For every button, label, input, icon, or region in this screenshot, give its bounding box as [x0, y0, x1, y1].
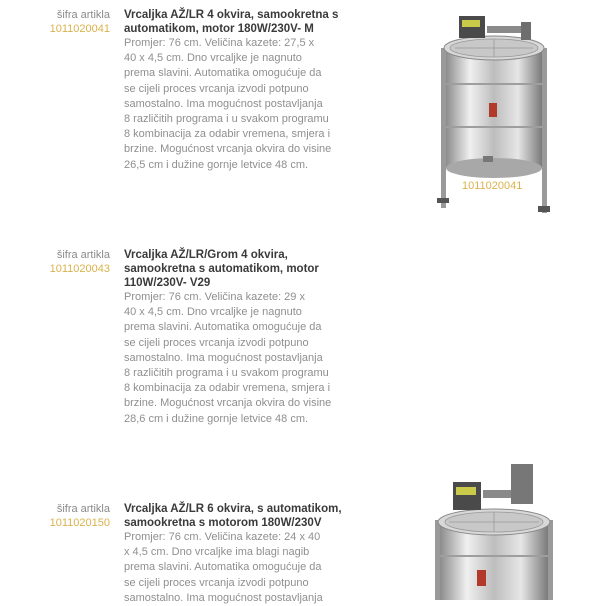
product-text	[124, 502, 364, 606]
desc-line: 8 različitih programa i u svakom programu	[124, 113, 329, 126]
desc-line: prema slavini. Automatika omogućuje da	[124, 67, 322, 80]
article-code-block	[20, 248, 110, 276]
desc-line: Promjer: 76 cm. Veličina kazete: 27,5 x	[124, 37, 315, 49]
desc-line: Promjer: 76 cm. Veličina kazete: 24 x 40	[124, 531, 321, 543]
article-code: 1011020041	[49, 23, 110, 35]
desc-line: brzine. Mogućnost vrcanja okvira do visine	[124, 397, 332, 410]
article-code-block	[20, 502, 110, 530]
desc-line: samostalno. Ima mogućnost postavljanja	[124, 591, 323, 604]
article-code: 1011020150	[49, 517, 110, 529]
article-code-label: šifra artikla	[56, 249, 110, 261]
product-item-2	[0, 248, 600, 438]
title-line: Vrcaljka AŽ/LR/Grom 4 okvira,	[124, 249, 288, 261]
desc-line: se cijeli proces vrcanja izvodi potpuno	[124, 336, 309, 349]
desc-line: se cijeli proces vrcanja izvodi potpuno	[124, 82, 309, 95]
product-description	[124, 290, 364, 427]
article-code-block	[20, 8, 110, 36]
desc-line: 40 x 4,5 cm. Dno vrcaljke je nagnuto	[124, 306, 302, 319]
article-code-label: šifra artikla	[56, 9, 110, 21]
desc-line: 26,5 cm i dužine gornje letvice 48 cm.	[124, 158, 309, 171]
title-line: automatikom, motor 180W/230V- M	[124, 23, 314, 35]
product-title	[124, 8, 364, 36]
desc-line: prema slavini. Automatika omogućuje da	[124, 321, 322, 334]
title-line: 110W/230V- V29	[124, 277, 211, 289]
product-description	[124, 36, 364, 173]
title-line: Vrcaljka AŽ/LR 4 okvira, samookretna s	[124, 9, 339, 21]
product-item-1	[0, 8, 600, 218]
desc-line: 28,6 cm i dužine gornje letvice 48 cm.	[124, 412, 309, 425]
article-code: 1011020043	[49, 263, 110, 275]
desc-line: 8 kombinacija za odabir vremena, smjera i	[124, 382, 331, 395]
desc-line: brzine. Mogućnost vrcanja okvira do visine	[124, 143, 332, 156]
product-text	[124, 248, 364, 427]
honey-extractor-image	[425, 460, 565, 600]
desc-line: 8 kombinacija za odabir vremena, smjera i	[124, 128, 331, 141]
desc-line: samostalno. Ima mogućnost postavljanja	[124, 97, 323, 110]
desc-line: se cijeli proces vrcanja izvodi potpuno	[124, 576, 309, 589]
desc-line: samostalno. Ima mogućnost postavljanja	[124, 351, 323, 364]
desc-line: 8 različitih programa i u svakom programu	[124, 367, 329, 380]
title-line: samookretna s motorom 180W/230V	[124, 517, 322, 529]
desc-line: prema slavini. Automatika omogućuje da	[124, 561, 322, 574]
desc-line: 40 x 4,5 cm. Dno vrcaljke je nagnuto	[124, 52, 302, 65]
product-title	[124, 248, 364, 290]
title-line: Vrcaljka AŽ/LR 6 okvira, s automatikom,	[124, 503, 342, 515]
title-line: samookretna s automatikom, motor	[124, 263, 319, 275]
article-code-label: šifra artikla	[56, 503, 110, 515]
desc-line: Promjer: 76 cm. Veličina kazete: 29 x	[124, 291, 305, 303]
product-description	[124, 530, 364, 606]
photo-article-code: 1011020041	[462, 180, 523, 192]
product-text	[124, 8, 364, 173]
product-item-3	[0, 502, 600, 604]
desc-line: x 4,5 cm. Dno vrcaljke ima blagi nagib	[124, 546, 310, 559]
product-title	[124, 502, 364, 530]
